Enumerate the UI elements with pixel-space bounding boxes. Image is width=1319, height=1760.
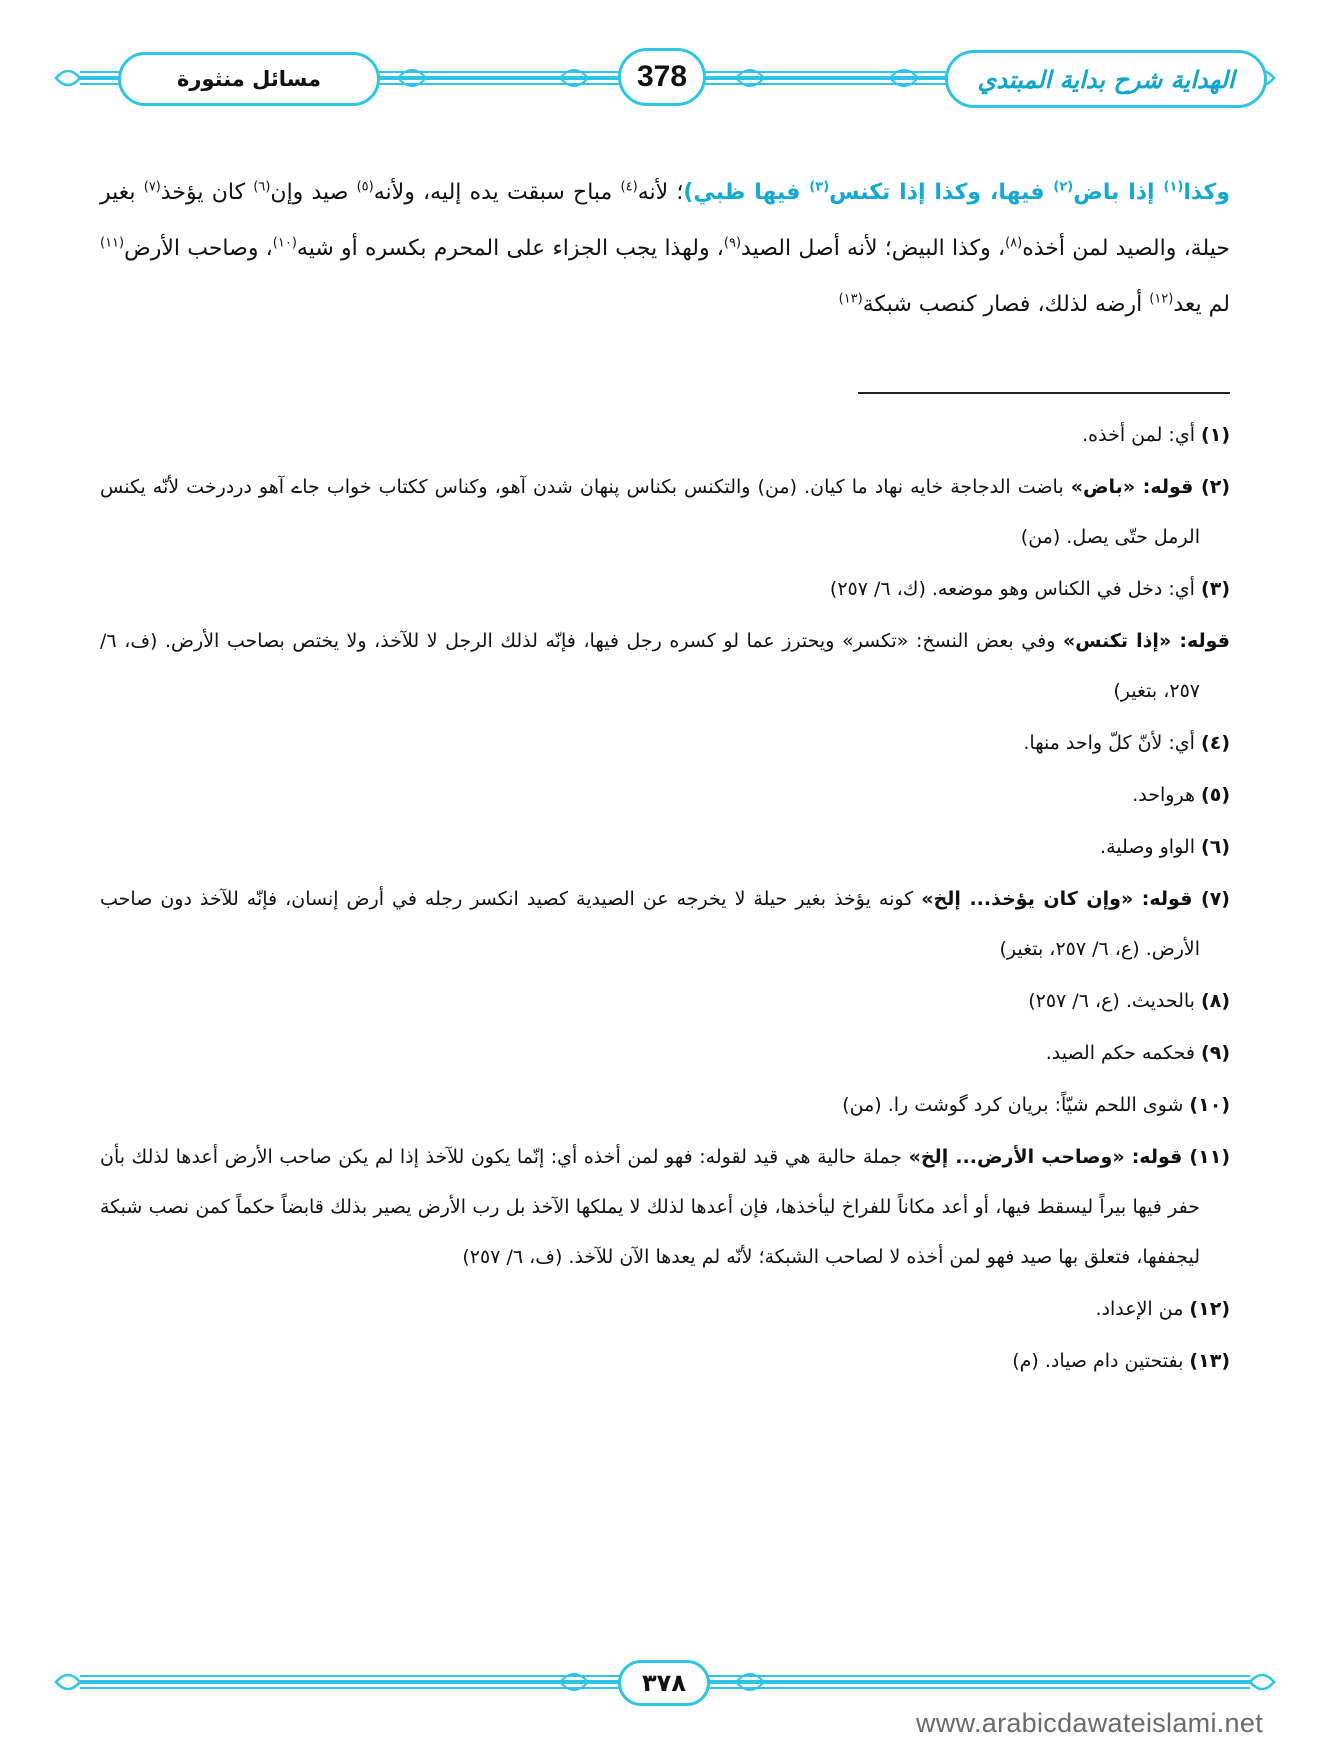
footnote-text: جملة حالية هي قيد لقوله: فهو لمن أخذه أي: إنّما يكون للآخذ إذا لم يكن صاحب الأرض أعدها لذلك بأن حفر فيها بيراً ليسقط فيها، أو أعد مكاناً للفراخ ليأخذها، فإن أعدها لذلك لا يملكها الآخذ بل رب الأرض يصير بذلك قابضاً حكماً كمن نصب شبكة ليجففها، فتعلق بها صيد فهو لمن أخذه لا لصاحب الشبكة؛ لأنّه لم يعدها الآن للآخذ. (ف، ٦/ ٢٥٧) [100,1146,1200,1268]
footnote-number: (٥) [1201,784,1230,806]
footnote-lemma: «باض» [1070,476,1136,498]
sharh-segment: بغير حيلة، والصيد لمن أخذه [100,180,1230,261]
footnote-text: كونه يؤخذ بغير حيلة لا يخرجه عن الصيدية كصيد انكسر رجله في أرض إنسان، فإنّه للآخذ دون صاحب الأرض. (ع، ٦/ ٢٥٧، بتغير) [100,888,1200,960]
footnote-text: أي: لأنّ كلّ واحد منها. [1023,732,1202,754]
footnote-qawluh: قوله: [1171,630,1230,652]
footnote-8 [100,976,1230,1026]
page-number-badge [618,48,706,106]
section-title [118,52,380,106]
sharh-segment: ، وصاحب الأرض [124,236,273,261]
footnote-ref[interactable]: (٥) [356,179,374,195]
page-header [0,0,1319,140]
footnote-text: بالحديث. (ع، ٦/ ٢٥٧) [1028,990,1202,1012]
sharh-segment: ، وكذا البيض؛ لأنه أصل الصيد [741,236,1006,261]
matn-segment: فيها، وكذا إذا تكنس [829,180,1054,205]
footnote-ref[interactable]: (٤) [620,179,638,195]
sharh-segment: كان يؤخذ [160,180,254,205]
matn-text [683,180,1230,205]
footnotes [100,410,1230,1386]
sharh-segment: لم يعد [1173,292,1230,317]
footnote-2 [100,462,1230,562]
footnote-13 [100,1336,1230,1386]
footnote-number: (١) [1201,424,1230,446]
footnote-7 [100,874,1230,974]
footnote-number: (١٢) [1189,1298,1230,1320]
sharh-segment: أرضه لذلك، فصار كنصب شبكة [862,292,1150,317]
footnote-qawluh: قوله: [1133,888,1201,910]
footnote-11 [100,1132,1230,1282]
footnote-ref[interactable]: (٢) [1053,179,1074,195]
footnote-1 [100,410,1230,460]
footnote-text: أي: دخل في الكناس وهو موضعه. (ك، ٦/ ٢٥٧) [829,578,1202,600]
footnote-ref[interactable]: (١٢) [1149,291,1174,307]
footnote-number: (٣) [1201,578,1230,600]
footnote-text: بفتحتين دام صياد. (م) [1012,1350,1190,1372]
website-url[interactable]: www.arabicdawateislami.net [916,1708,1263,1738]
matn-segment: فيها ظبي) [683,180,810,205]
footnote-number: (٢) [1201,476,1230,498]
section-title-text: مسائل منثورة [177,67,321,91]
matn-segment: إذا باض [1073,180,1164,205]
footnote-6 [100,822,1230,872]
footnote-lemma: «إذا تكنس» [1062,630,1172,652]
footnote-lemma: «وصاحب الأرض... إلخ» [908,1146,1125,1168]
footnote-text: هرواحد. [1132,784,1202,806]
footnote-number: (١٣) [1189,1350,1230,1372]
page-number: 378 [636,60,688,93]
footnote-number: (٦) [1201,836,1230,858]
footnote-qawluh: قوله: [1135,476,1202,498]
sharh-segment: ، ولهذا يجب الجزاء على المحرم بكسره أو شيه [296,236,724,261]
footnote-3 [100,564,1230,614]
footnote-ref[interactable]: (٧) [143,179,161,195]
footnote-number: (٩) [1201,1042,1230,1064]
footnote-text: أي: لمن أخذه. [1082,424,1202,446]
footnote-4 [100,718,1230,768]
footnote-9 [100,1028,1230,1078]
footnote-ref[interactable]: (٩) [723,235,742,251]
footnote-text: الواو وصلية. [1100,836,1202,858]
footnote-text: باضت الدجاجة خايه نهاد ما كيان. (من) والتكنس بكناس پنهان شدن آهو، وكناس ككتاب خواب جاے آهو دردرخت لأنّه يكنس الرمل حتّى يصل. (من) [100,476,1200,548]
footnote-text: وفي بعض النسخ: «تكسر» ويحترز عما لو كسره رجل فيها، فإنّه لذلك الرجل لا للآخذ، ولا يختص بصاحب الأرض. (ف، ٦/ ٢٥٧، بتغير) [100,630,1200,702]
footnote-ref[interactable]: (١٣) [838,291,863,307]
footnote-ref[interactable]: (١٠) [272,235,297,251]
footnote-text: من الإعداد. [1095,1298,1190,1320]
footnote-5 [100,770,1230,820]
footnote-12 [100,1284,1230,1334]
footnote-ref[interactable]: (١١) [100,235,125,251]
footnote-qawluh: قوله: [1124,1146,1190,1168]
footnote-ref[interactable]: (١) [1163,179,1184,195]
footnote-10 [100,1080,1230,1130]
footnote-divider [858,392,1230,394]
sharh-segment: ؛ لأنه [637,180,684,205]
matn-segment: وكذا [1183,180,1231,205]
footnote-number: (١٠) [1189,1094,1230,1116]
book-title [945,50,1267,108]
book-title-text: الهداية شرح بداية المبتدي [977,64,1235,94]
main-text [100,165,1230,333]
footnote-number: (٤) [1201,732,1230,754]
footer-page-number: ٣٧٨ [642,1669,686,1697]
footnote-ref[interactable]: (٣) [809,179,830,195]
footnote-ref[interactable]: (٨) [1005,235,1023,251]
footnote-number: (٧) [1201,888,1230,910]
footnote-lemma: «وإن كان يؤخذ... إلخ» [921,888,1134,910]
footer-page-number-badge [618,1660,710,1706]
footnote-number: (٨) [1201,990,1230,1012]
footnote-text: فحكمه حكم الصيد. [1045,1042,1202,1064]
footnote-ref[interactable]: (٦) [253,179,271,195]
sharh-segment: صيد وإن [270,180,357,205]
page-footer [0,1652,1319,1712]
footnote-number: (١١) [1189,1146,1230,1168]
footnote-text: شوى اللحم شيّاً: بريان كرد گوشت را. (من) [842,1094,1190,1116]
sharh-segment: مباح سبقت يده إليه، ولأنه [373,180,621,205]
footnote-3b [100,616,1230,716]
